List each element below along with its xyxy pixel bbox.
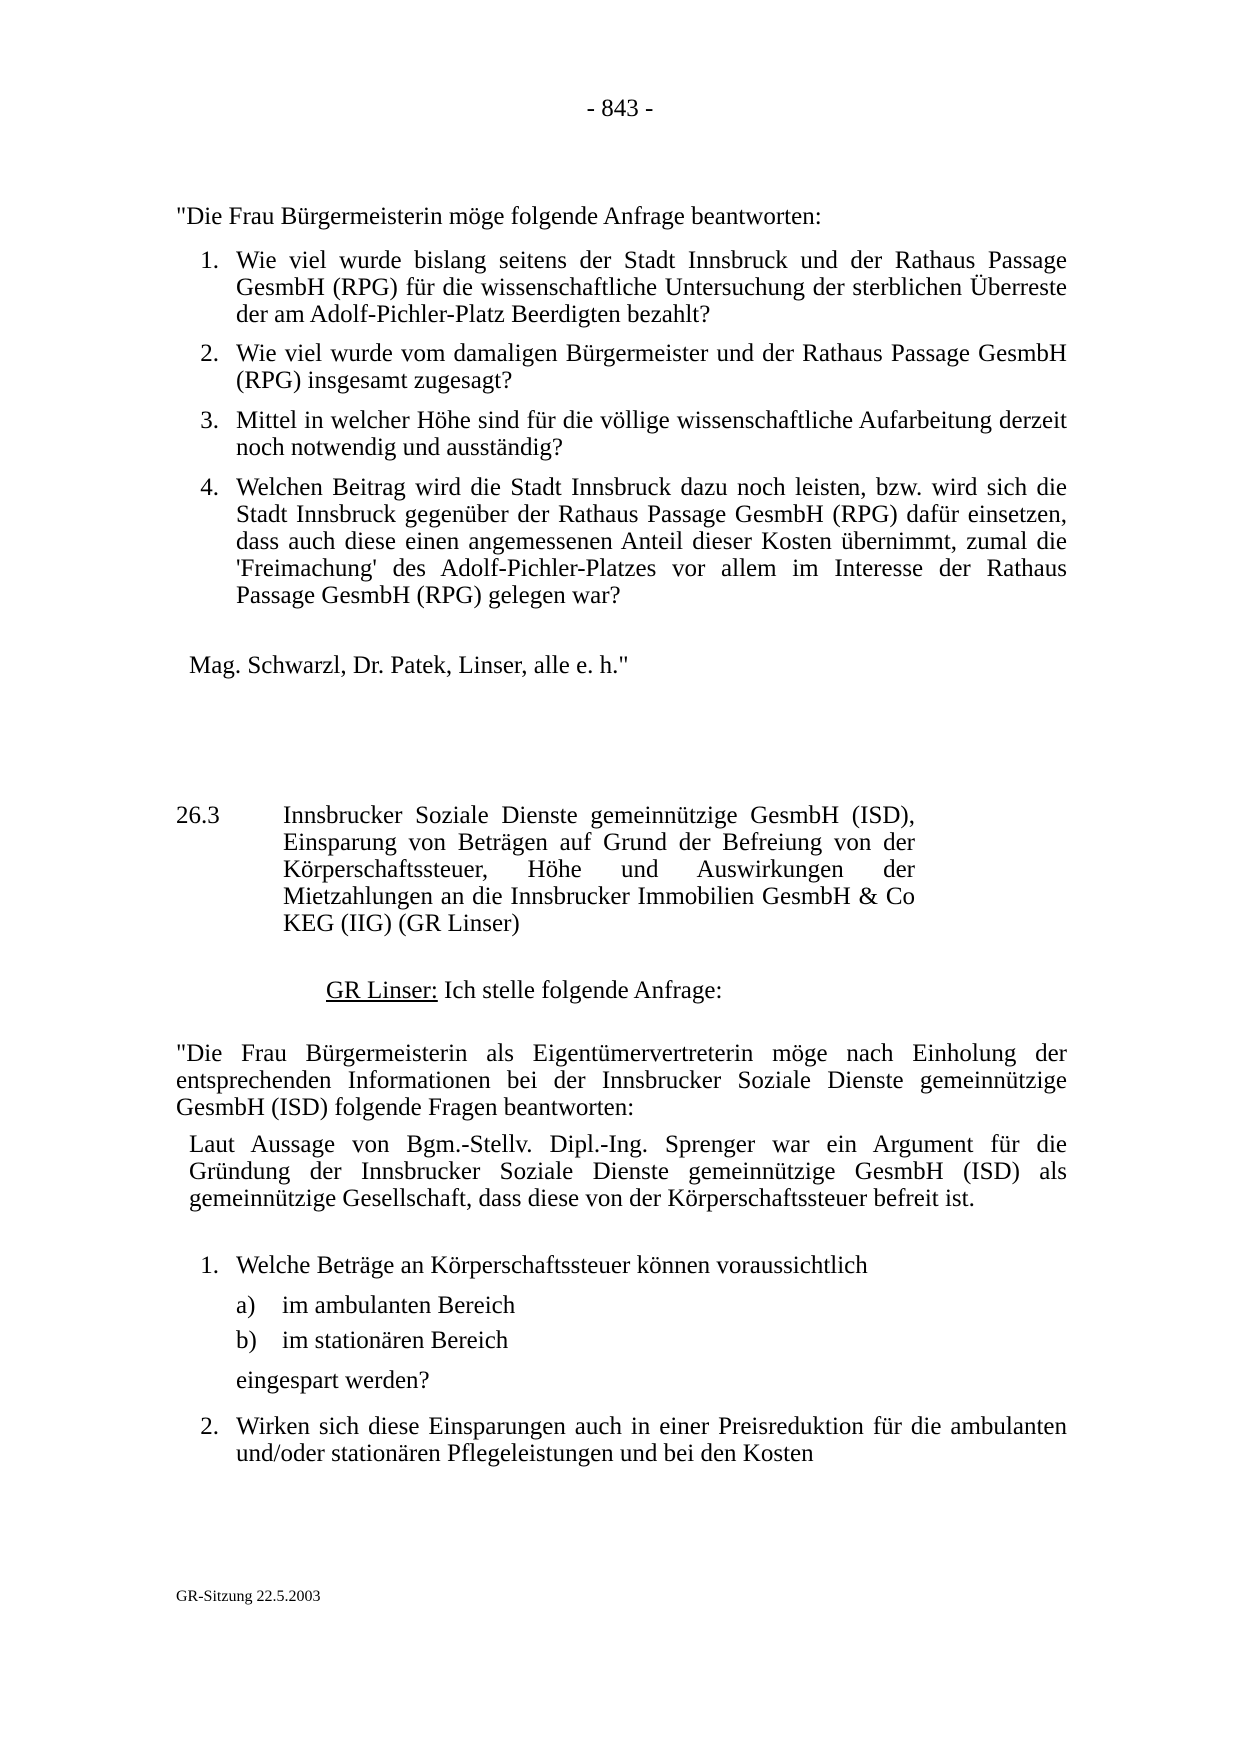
sub-item-label: a) (236, 1292, 256, 1319)
sub-item (236, 1292, 515, 1320)
signatures: Mag. Schwarzl, Dr. Patek, Linser, alle e. h." (189, 652, 629, 679)
list-item (189, 247, 1067, 328)
question-intro-2: "Die Frau Bürgermeisterin als Eigentümervertreterin möge nach Einholung der entsprechenden Informationen bei der Innsbrucker Soziale Dienste gemeinnützige GesmbH (ISD) folgende Fragen beantworten: (176, 1040, 1067, 1121)
sub-item (236, 1327, 508, 1355)
context-paragraph: Laut Aussage von Bgm.-Stellv. Dipl.-Ing. Sprenger war ein Argument für die Gründung der Innsbrucker Soziale Dienste gemeinnützige GesmbH (ISD) als gemeinnützige Gesellschaft, dass diese von der Körperschaftssteuer befreit ist. (189, 1131, 1067, 1212)
list-item (189, 474, 1067, 609)
list-item (189, 340, 1067, 394)
question-intro-1: "Die Frau Bürgermeisterin möge folgende Anfrage beantworten: (176, 203, 822, 230)
speaker-statement: Ich stelle folgende Anfrage: (437, 977, 723, 1004)
sub-item-text: im ambulanten Bereich (282, 1292, 516, 1319)
sub-item-label: b) (236, 1327, 257, 1354)
list-item-number: 1. (200, 1252, 219, 1279)
list-item-number: 1. (200, 247, 219, 274)
page-number: - 843 - (586, 95, 654, 122)
list-item-tail: eingespart werden? (236, 1367, 430, 1394)
list-item-number: 4. (200, 474, 219, 501)
list-item-text: Mittel in welcher Höhe sind für die völlige wissenschaftliche Aufarbeitung derzeit noch notwendig und ausständig? (236, 407, 1067, 461)
list-item-text: Wie viel wurde vom damaligen Bürgermeister und der Rathaus Passage GesmbH (RPG) insgesamt zugesagt? (236, 340, 1067, 394)
list-item-text: Welche Beträge an Körperschaftssteuer können voraussichtlich (236, 1252, 868, 1279)
section-number: 26.3 (176, 802, 220, 829)
list-item-text: Welchen Beitrag wird die Stadt Innsbruck dazu noch leisten, bzw. wird sich die Stadt Innsbruck gegenüber der Rathaus Passage GesmbH (RPG) dafür einsetzen, dass auch diese einen angemessenen Anteil dieser Kosten übernimmt, zumal die 'Freimachung' des Adolf-Pichler-Platzes vor allem im Interesse der Rathaus Passage GesmbH (RPG) gelegen war? (236, 474, 1067, 609)
section-title: Innsbrucker Soziale Dienste gemeinnützige GesmbH (ISD), Einsparung von Beträgen auf Grund der Befreiung von der Körperschaftssteuer, Höhe und Auswirkungen der Mietzahlungen an die Innsbrucker Immobilien GesmbH & Co KEG (IIG) (GR Linser) (283, 802, 915, 937)
speaker-name: GR Linser: (326, 977, 438, 1004)
speaker-line (326, 977, 722, 1005)
footer-session-date: GR-Sitzung 22.5.2003 (176, 1588, 321, 1605)
list-item-number: 3. (200, 407, 219, 434)
list-item-number: 2. (200, 340, 219, 367)
list-item-text: Wie viel wurde bislang seitens der Stadt Innsbruck und der Rathaus Passage GesmbH (RPG) für die wissenschaftliche Untersuchung der sterblichen Überreste der am Adolf-Pichler-Platz Beerdigten bezahlt? (236, 247, 1067, 328)
list-item-number: 2. (200, 1413, 219, 1440)
list-item (189, 1252, 1067, 1279)
list-item-text: Wirken sich diese Einsparungen auch in einer Preisreduktion für die ambulanten und/oder stationären Pflegeleistungen und bei den Kosten (236, 1413, 1067, 1467)
list-item (189, 1413, 1067, 1467)
sub-item-text: im stationären Bereich (282, 1327, 509, 1354)
list-item (189, 407, 1067, 461)
